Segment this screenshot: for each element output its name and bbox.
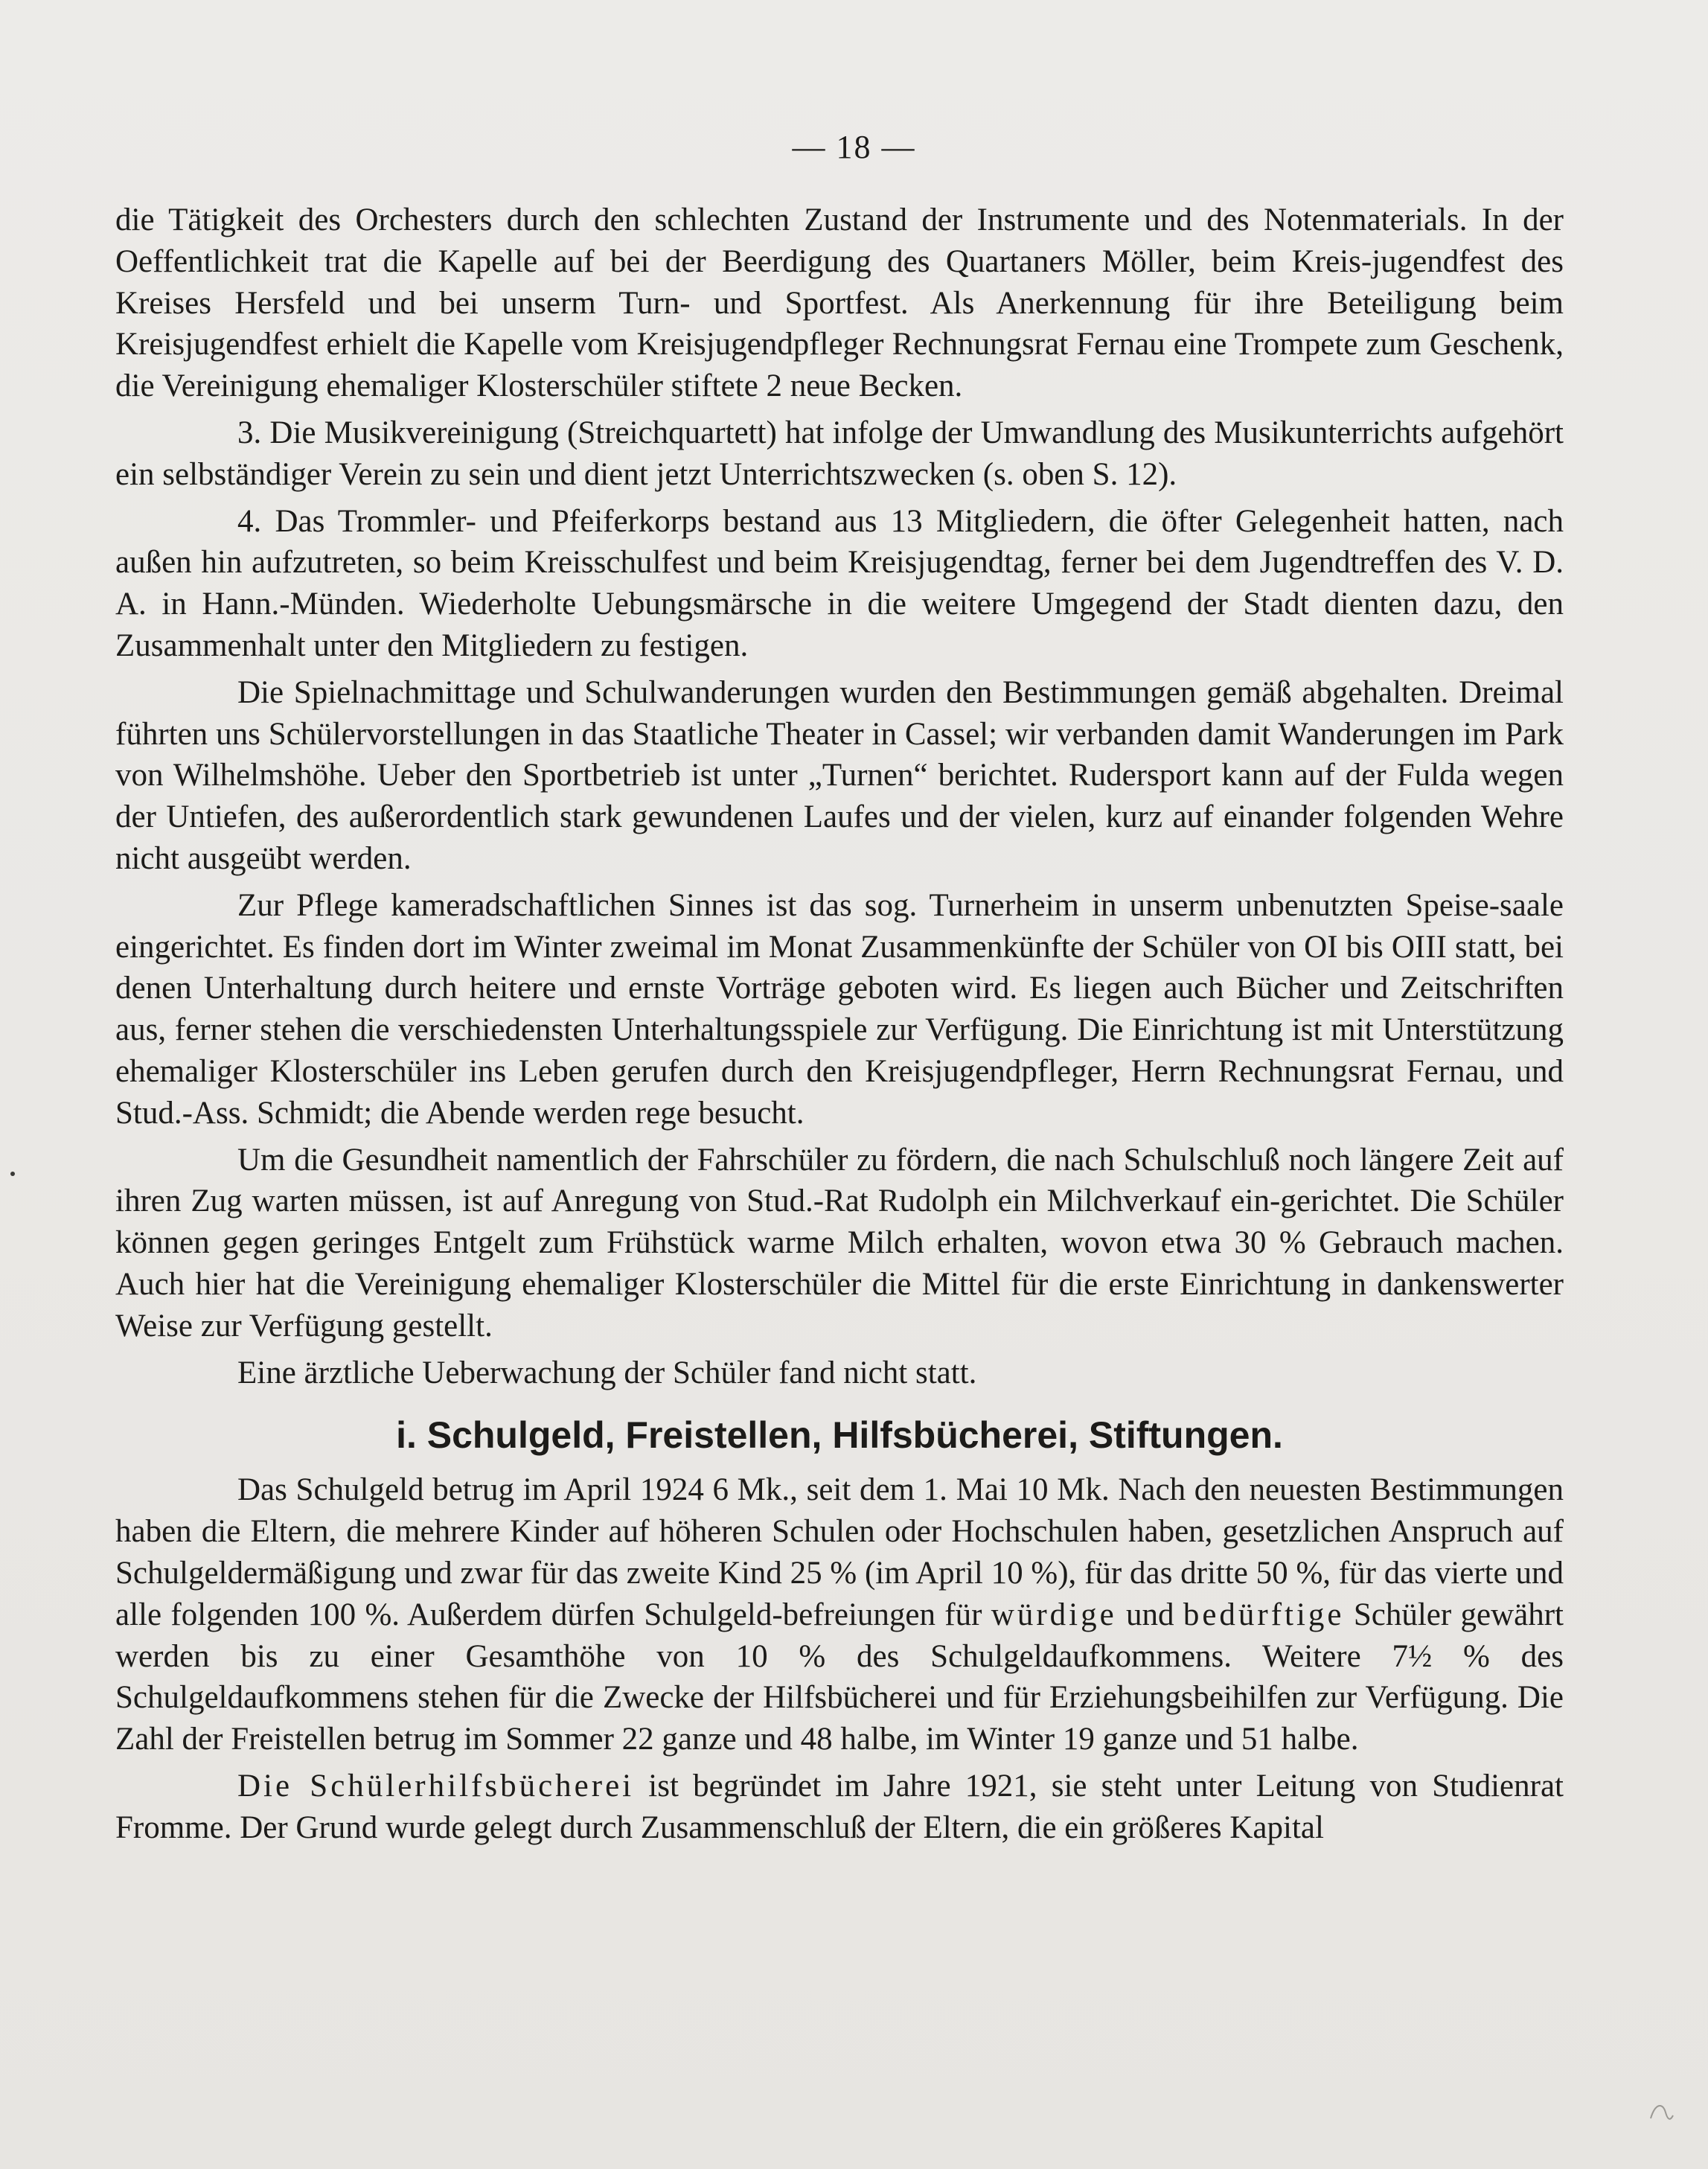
hilfsbuecherei-spaced-term: Die Schülerhilfsbücherei	[237, 1768, 635, 1804]
paragraph: Die Spielnachmittage und Schulwanderungen wurden den Bestimmungen gemäß abgehalten. Dreimal führten uns Schülervorstellungen in das Staatliche Theater in Cassel; wir verbanden damit Wanderungen im Park von Wilhelmshöhe. Ueber den Sportbetrieb ist unter „Turnen“ berichtet. Rudersport kann auf der Fulda wegen der Untiefen, des außerordentlich stark gewundenen Laufes und der vielen, kurz auf einander folgenden Wehre nicht ausgeübt werden.	[115, 674, 1564, 876]
paragraph: Zur Pflege kameradschaftlichen Sinnes ist das sog. Turnerheim in unserm unbenutzten Speise-saale eingerichtet. Es finden dort im Winter zweimal im Monat Zusammenkünfte der Schüler von OI bis OIII statt, bei denen Unterhaltung durch heitere und ernste Vorträge geboten wird. Es liegen auch Bücher und Zeitschriften aus, ferner stehen die verschiedensten Unterhaltungsspiele zur Verfügung. Die Einrichtung ist mit Unterstützung ehemaliger Klosterschüler ins Leben gerufen durch den Kreisjugendpfleger, Herrn Rechnungsrat Fernau, und Stud.-Ass. Schmidt; die Abende werden rege besucht.	[115, 887, 1564, 1131]
paragraph: Eine ärztliche Ueberwachung der Schüler fand nicht statt.	[237, 1355, 977, 1390]
paragraph: 4. Das Trommler- und Pfeiferkorps bestand aus 13 Mitgliedern, die öfter Gelegenheit hatten, nach außen hin aufzutreten, so beim Kreisschulfest und beim Kreisjugendtag, ferner bei dem Jugendtreffen des V. D. A. in Hann.-Münden. Wiederholte Uebungsmärsche in die weitere Umgegend der Stadt dienten dazu, den Zusammenhalt unter den Mitgliedern zu festigen.	[115, 503, 1564, 663]
schulgeld-text-part2: und	[1116, 1597, 1183, 1632]
hilfsbuecherei-text: ist begründet im Jahre 1921, sie steht unter Leitung von Studienrat Fromme. Der Grund wurde gelegt durch Zusammenschluß der Eltern, die ein größeres Kapital	[115, 1768, 1564, 1845]
margin-dot-mark	[10, 1172, 15, 1176]
schulgeld-text-part3: Schüler gewährt werden bis zu einer Gesamthöhe von 10 % des Schulgeldaufkommens. Weitere 7½ % des Schulgeldaufkommens stehen für die Zwecke der Hilfsbücherei und für Erziehungsbeihilfen zur Verfügung. Die Zahl der Freistellen betrug im Sommer 22 ganze und 48 halbe, im Winter 19 ganze und 51 halbe.	[115, 1597, 1564, 1757]
schulgeld-spaced-word-1: würdige	[991, 1597, 1117, 1632]
paragraph: die Tätigkeit des Orchesters durch den schlechten Zustand der Instrumente und des Notenmaterials. In der Oeffentlichkeit trat die Kapelle auf bei der Beerdigung des Quartaners Möller, beim Kreis-jugendfest des Kreises Hersfeld und bei unserm Turn- und Sportfest. Als Anerkennung für ihre Beteiligung beim Kreisjugendfest erhielt die Kapelle vom Kreisjugendpfleger Rechnungsrat Fernau eine Trompete zum Geschenk, die Vereinigung ehemaliger Klosterschüler stiftete 2 neue Becken.	[115, 202, 1564, 404]
corner-pencil-mark	[1646, 2096, 1676, 2126]
hilfsbuecherei-paragraph	[115, 1766, 1564, 1849]
paragraph: 3. Die Musikvereinigung (Streichquartett) hat infolge der Umwandlung des Musikunterrichts aufgehört ein selbständiger Verein zu sein und dient jetzt Unterrichtszwecken (s. oben S. 12).	[115, 415, 1564, 492]
paragraph: Um die Gesundheit namentlich der Fahrschüler zu fördern, die nach Schulschluß noch längere Zeit auf ihren Zug warten müssen, ist auf Anregung von Stud.-Rat Rudolph ein Milchverkauf ein-gerichtet. Die Schüler können gegen geringes Entgelt zum Frühstück warme Milch erhalten, wovon etwa 30 % Gebrauch machen. Auch hier hat die Vereinigung ehemaliger Klosterschüler die Mittel für die erste Einrichtung in dankenswerter Weise zur Verfügung gestellt.	[115, 1142, 1564, 1344]
paragraphs-before-heading	[115, 199, 1564, 1393]
section-heading: i. Schulgeld, Freistellen, Hilfsbücherei, Stiftungen.	[396, 1414, 1283, 1457]
page-number: — 18 —	[792, 129, 916, 165]
schulgeld-spaced-word-2: bedürftige	[1183, 1597, 1345, 1632]
schulgeld-text-part1: Das Schulgeld betrug im April 1924 6 Mk., seit dem 1. Mai 10 Mk. Nach den neuesten Bestimmungen haben die Eltern, die mehrere Kinder auf höheren Schulen oder Hochschulen haben, gesetzlichen Anspruch auf Schulgeldermäßigung und zwar für das zweite Kind 25 % (im April 10 %), für das dritte 50 %, für das vierte und alle folgenden 100 %. Außerdem dürfen Schulgeld-befreiungen für	[115, 1472, 1564, 1632]
schulgeld-paragraph	[115, 1469, 1564, 1760]
body-text	[115, 199, 1564, 1853]
